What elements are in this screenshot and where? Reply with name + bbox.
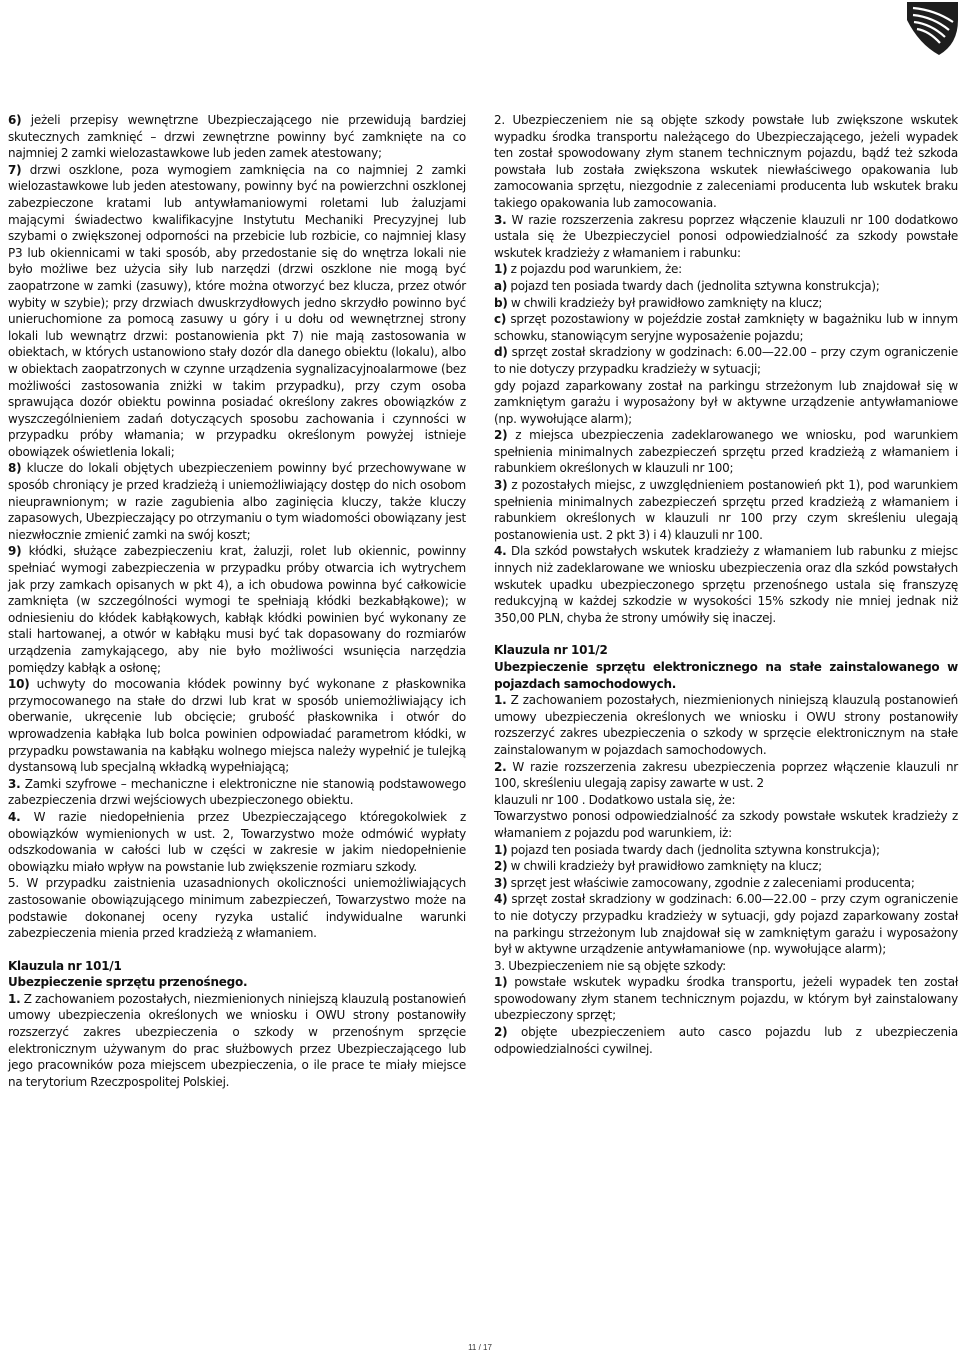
paragraph <box>494 261 958 278</box>
item-number: 3) <box>494 478 508 493</box>
paragraph-text: w chwili kradzieży był prawidłowo zamknięty na klucz; <box>510 859 822 874</box>
page-number: 11 / 17 <box>468 1343 492 1352</box>
paragraph <box>8 776 466 809</box>
item-number: a) <box>494 278 508 293</box>
clause-title: Klauzula nr 101/2 <box>494 643 608 658</box>
paragraph-text: powstałe wskutek wypadku środka transportu, jeżeli wypadek ten został spowodowany złym stanem technicznym pojazdu, w którym był zainstalowany ubezpieczony sprzęt; <box>494 975 958 1023</box>
paragraph <box>494 311 958 344</box>
paragraph <box>8 676 466 776</box>
item-number: 7) <box>8 162 22 177</box>
paragraph-text: Dla szkód powstałych wskutek kradzieży z włamaniem lub rabunku z miejsc innych niż zadeklarowane we wniosku ubezpieczenia oraz dla szkód powstałych wskutek upadku ubezpieczonego sprzętu przenośnego ustala się franszyzę redukcyjną w każdej szkodzie w wysokości 15% szkody nie mniej jednak niż 350,00 PLN, chyba że strony umówiły się inaczej. <box>494 544 958 625</box>
paragraph <box>494 378 958 428</box>
item-number: 6) <box>8 113 22 127</box>
paragraph-text: w chwili kradzieży był prawidłowo zamknięty na klucz; <box>510 295 823 310</box>
paragraph-text: klucze do lokali objętych ubezpieczeniem powinny być przechowywane w sposób chroniący je przed kradzieżą i uniemożliwiający dostęp do nich osobom nieuprawnionym; w razie zagubienia albo zaginięcia kluczy, także kluczy zapasowych, Ubezpieczający po otrzymaniu o tym wiadomości obowiązany jest niezwłocznie zmienić zamki na swój koszt; <box>8 461 467 542</box>
paragraph-text: sprzęt został skradziony w godzinach: 6.00—22.00 – przy czym ograniczenie to nie dotyczy przypadku kradzieży w sytuacji; <box>494 345 959 376</box>
paragraph-text: sprzęt pozostawiony w pojeździe został zamknięty w bagażniku lub w innym schowku, stanowiącym seryjne wyposażenie pojazdu; <box>494 312 958 343</box>
paragraph-text: jeżeli przepisy wewnętrzne Ubezpieczającego nie przewidują bardziej skutecznych zamknięć – drzwi zewnętrzne powinny być zamknięte na co najmniej 2 zamki wielozastawkowe lub jeden zamek atestowany; <box>8 113 466 161</box>
item-number: 2) <box>494 428 508 443</box>
paragraph-text: sprzęt został skradziony w godzinach: 6.00—22.00 – przy czym ograniczenie to nie dotyczy przypadku kradzieży w sytuacji, gdy pojazd zaparkowany został na parkingu strzeżonym lub znajdował się w zamkniętym garażu i wyposażony był w aktywne urządzenie antywłamaniowe (np. wywołujące alarm); <box>494 892 958 957</box>
paragraph-text: W razie rozszerzenia zakresu poprzez włączenie klauzuli nr 100 dodatkowo ustala się że Ubezpieczyciel ponosi odpowiedzialność za szkody powstałe wskutek kradzieży z włamaniem i rabunku: <box>494 212 958 260</box>
paragraph-text: gdy pojazd zaparkowany został na parkingu strzeżonym lub znajdował się w zamkniętym garażu i wyposażony był w aktywne urządzenie antywłamaniowe (np. wywołujące alarm); <box>494 378 958 426</box>
paragraph <box>494 759 958 792</box>
item-number: 4) <box>494 892 508 907</box>
paragraph <box>494 212 958 262</box>
item-number: 8) <box>8 461 22 476</box>
item-number: 4. <box>8 809 21 824</box>
item-number: 4. <box>494 544 507 559</box>
paragraph <box>494 344 958 377</box>
paragraph-text: Z zachowaniem pozostałych, niezmienionych niniejszą klauzulą postanowień umowy ubezpieczenia określonych we wniosku i OWU strony postanowiły rozszerzyć zakres ubezpieczenia o szkody w sprzęcie elektronicznym na stałe zainstalowanym w pojazdach samochodowych. <box>494 693 959 757</box>
paragraph-text: W razie niedopełnienia przez Ubezpieczającego któregokolwiek z obowiązków wymienionych w ust. 2, Towarzystwo może odmówić wypłaty odszkodowania w całości lub w części w zakresie w jakim niedopełnienie obowiązku miało wpływ na powstanie lub zwiększenie rozmiaru szkody. <box>8 809 466 874</box>
item-number: 1. <box>494 693 507 708</box>
paragraph <box>8 809 466 875</box>
paragraph <box>8 875 466 941</box>
paragraph <box>494 427 958 477</box>
paragraph-text: z pojazdu pod warunkiem, że: <box>510 262 682 277</box>
paragraph <box>494 1024 958 1057</box>
clause-title: Klauzula nr 101/1 <box>8 958 122 973</box>
paragraph <box>494 792 958 809</box>
paragraph-text: Towarzystwo ponosi odpowiedzialność za szkody powstałe wskutek kradzieży z włamaniem z pojazdu pod warunkiem, iż: <box>494 809 958 840</box>
paragraph <box>8 543 466 676</box>
item-number: 10) <box>8 677 30 692</box>
item-number: 1) <box>494 262 508 277</box>
item-number: 3. <box>494 212 507 227</box>
paragraph-text: pojazd ten posiada twardy dach (jednolita sztywna konstrukcja); <box>510 842 880 857</box>
item-number: 9) <box>8 544 22 559</box>
paragraph <box>494 891 958 957</box>
item-number: 2. <box>494 759 507 774</box>
paragraph <box>494 875 958 892</box>
paragraph-text: kłódki, służące zabezpieczeniu krat, żaluzji, rolet lub okiennic, powinny spełniać wymogi zabezpieczenia w przypadku próby otwarcia ich wytrychem jak przy zamkach opisanych w pkt 4), a ich obudowa powinna być całkowicie zamknięta (w szczególności wymogi te spełniają kłódki bezkabłąkowe); w odniesieniu do kłódek kabłąkowych, kabłąk kłódki powinien być wykonany ze stali hartowanej, a otwór w kabłąku musi być tak dopasowany do rozmiarów urządzenia zamykającego, aby nie było możliwości wsunięcia narzędzia pomiędzy kabłąk a osłonę; <box>8 544 467 675</box>
paragraph-text: sprzęt jest właściwie zamocowany, zgodnie z zaleceniami producenta; <box>510 875 915 890</box>
paragraph-text: z pozostałych miejsc, z uwzględnieniem postanowień pkt 1), pod warunkiem spełnienia minimalnych zabezpieczeń sprzętu przed kradzieżą z włamaniem i rabunkiem określonych w klauzuli nr 100 przy czym skreśleniu ulegają postanowienia ust. 2 pkt 3) i 4) klauzuli nr 100. <box>494 478 958 542</box>
item-number: 3) <box>494 875 508 890</box>
item-number: 2) <box>494 859 508 874</box>
paragraph <box>494 958 958 975</box>
paragraph-text: W razie rozszerzenia zakresu ubezpieczenia poprzez włączenie klauzuli nr 100, skreśleniu ulegają zapisy zawarte w ust. 2 <box>494 759 958 791</box>
item-number: b) <box>494 295 508 310</box>
clause-subtitle: Ubezpieczenie sprzętu przenośnego. <box>8 975 248 990</box>
paragraph-text: 2. Ubezpieczeniem nie są objęte szkody powstałe lub zwiększone wskutek wypadku środka transportu należącego do Ubezpieczającego, jeżeli wypadek ten został spowodowany złym stanem technicznym pojazdu, bądź też szkoda powstała lub została zwiększona wskutek niewłaściwego opakowania lub zamocowania sprzętu, niezgodnie z zaleceniami producenta lub wskutek braku takiego opakowania lub zamocowania. <box>494 113 958 210</box>
paragraph-text: pojazd ten posiada twardy dach (jednolita sztywna konstrukcja); <box>510 278 880 293</box>
paragraph-text: 5. W przypadku zaistnienia uzasadnionych okoliczności uniemożliwiających zastosowanie obowiązującego minimum zabezpieczeń, Towarzystwo może na podstawie dokonanej oceny ryzyka ustalić indywidualne warunki zabezpieczenia mienia przed kradzieżą z włamaniem. <box>8 876 466 941</box>
paragraph <box>8 991 466 1091</box>
item-number: c) <box>494 312 507 327</box>
wing-shield-icon <box>905 0 960 56</box>
item-number: 3. <box>8 776 21 791</box>
paragraph <box>494 295 958 312</box>
paragraph-text: objęte ubezpieczeniem auto casco pojazdu lub z ubezpieczenia odpowiedzialności cywilnej. <box>494 1025 958 1056</box>
item-number: 1) <box>494 842 508 857</box>
paragraph-text: Z zachowaniem pozostałych, niezmienionych niniejszą klauzulą postanowień umowy ubezpieczenia określonych we wniosku i OWU strony postanowiły rozszerzyć zakres ubezpieczenia o szkody w przenośnym sprzęcie elektronicznym używanym do prac służbowych przez Ubezpieczającego lub jego pracowników poza miejscem ubezpieczenia, o ile prace te miały miejsce na terytorium Rzeczpospolitej Polskiej. <box>8 991 467 1089</box>
right-column <box>494 112 958 1057</box>
paragraph-text: Zamki szyfrowe – mechaniczne i elektroniczne nie stanowią podstawowego zabezpieczenia drzwi wejściowych ubezpieczonego obiektu. <box>8 776 466 808</box>
paragraph <box>494 477 958 543</box>
paragraph <box>494 543 958 626</box>
paragraph-text: klauzuli nr 100 . Dodatkowo ustala się, że: <box>494 792 736 807</box>
paragraph-text: z miejsca ubezpieczenia zadeklarowanego we wniosku, pod warunkiem spełnienia minimalnych zabezpieczeń sprzętu przed kradzieżą z włamaniem i rabunkiem określonych w klauzuli nr 100; <box>494 428 959 476</box>
paragraph <box>494 692 958 758</box>
paragraph <box>494 974 958 1024</box>
left-column <box>8 112 466 1090</box>
item-number: 2) <box>494 1025 508 1040</box>
paragraph <box>8 162 466 461</box>
paragraph-text: drzwi oszklone, poza wymogiem zamknięcia na co najmniej 2 zamki wielozastawkowe lub jeden atestowany, powinny być na powierzchni oszklonej zabezpieczone kratami lub antywłamaniowymi roletami lub żaluzjami mającymi świadectwo kwalifikacyjne Instytutu Mechaniki Precyzyjnej lub szybami o zwiększonej odporności na przebicie lub rozbicie, co najmniej klasy P3 lub okiennicami w taki sposób, aby przedostanie się do wnętrza lokali nie było możliwe bez użycia siły lub narzędzi (drzwi oszklone nie mogą być zaopatrzone w zamki (zasuwy), które można otworzyć bez klucza, przez otwór wybity w szybie); przy drzwiach dwuskrzydłowych jedno skrzydło powinno być unieruchomione za pomocą zasuwy u góry i u dołu od wewnętrznej strony lokali lub wewnątrz drzwi: postanowienia pkt 7) nie mają zastosowania w obiektach, w których ustanowiono stały dozór dla danego obiektu (lokalu), albo w obiektach zaopatrzonych w czynne urządzenia sygnalizacyjnoalarmowe (bez możliwości zastosowania zniżki w takim przypadku), przy czym osoba sprawująca dozór obiektu powinna posiadać określony zakres obowiązków z wyszczególnieniem zadań dotyczących sposobu zachowania i czynności w przypadku próby włamania; w przypadku określonym powyżej istnieje obowiązek oświetlenia lokali; <box>8 162 466 459</box>
paragraph <box>494 278 958 295</box>
company-logo <box>905 0 960 56</box>
paragraph <box>8 460 466 543</box>
paragraph <box>494 112 958 212</box>
paragraph-text: 3. Ubezpieczeniem nie są objęte szkody: <box>494 958 726 973</box>
paragraph-text: uchwyty do mocowania kłódek powinny być wykonane z płaskownika przymocowanego na stałe do drzwi lub krat w sposób uniemożliwiający ich oberwanie, ukręcenie lub obcięcie; grubość płaskownika i otwór do wprowadzenia kabłąka lub bolca powinien odpowiadać parametrom kłódki, w przypadku powstawania na kabłąku wolnego miejsca należy wypełnić je tulejką dystansową lub specjalną wkładką wypełniającą; <box>8 677 466 775</box>
paragraph <box>494 808 958 841</box>
clause-subtitle: Ubezpieczenie sprzętu elektronicznego na stałe zainstalowanego w pojazdach samochodowych. <box>494 660 958 691</box>
paragraph <box>494 842 958 859</box>
item-number: d) <box>494 345 508 360</box>
item-number: 1) <box>494 975 508 990</box>
paragraph <box>8 112 466 162</box>
paragraph <box>494 858 958 875</box>
item-number: 1. <box>8 991 21 1006</box>
